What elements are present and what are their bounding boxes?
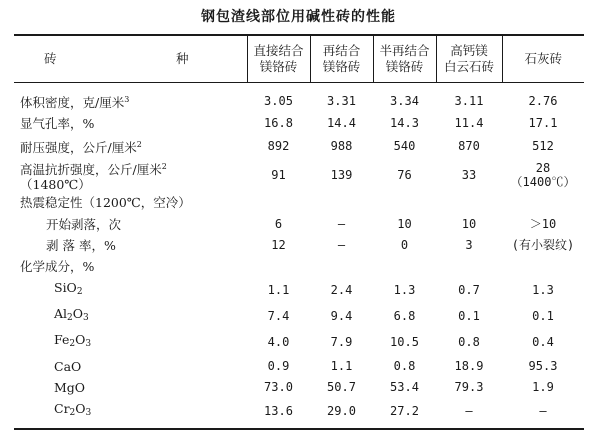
cell-value: 2.76 bbox=[528, 93, 558, 108]
header-col-2: 再结合 镁铬砖 bbox=[310, 35, 373, 83]
table-row bbox=[14, 235, 584, 256]
header-col-3: 半再结合 镁铬砖 bbox=[373, 35, 436, 83]
table-row bbox=[14, 329, 584, 355]
cell-value: 76 bbox=[397, 167, 412, 182]
row-label: CaO bbox=[54, 358, 82, 374]
cell-value bbox=[373, 256, 436, 277]
cell-value: 9.4 bbox=[330, 308, 353, 323]
table-row bbox=[14, 398, 584, 429]
table-body bbox=[14, 83, 584, 430]
cell-value: 0.8 bbox=[393, 358, 416, 373]
cell-value: 3.31 bbox=[327, 93, 356, 108]
table-row bbox=[14, 214, 584, 235]
cell-value bbox=[247, 192, 310, 213]
cell-value: 7.9 bbox=[330, 334, 353, 349]
table-row bbox=[14, 277, 584, 303]
cell-value: 0.9 bbox=[267, 358, 290, 373]
cell-value: 540 bbox=[393, 138, 416, 153]
row-label: $Cr_2O_3$ bbox=[14, 398, 247, 429]
cell-value: — bbox=[502, 398, 584, 429]
cell-value: 1.1 bbox=[330, 358, 353, 373]
row-label: $Al_2O_3$ bbox=[54, 306, 89, 324]
cell-value: 10 bbox=[461, 216, 477, 231]
cell-value: (有小裂纹) bbox=[511, 238, 575, 253]
cell-value: 11.4 bbox=[454, 116, 484, 131]
row-label: 开始剥落，次 bbox=[46, 216, 122, 232]
row-label: 耐压强度，公斤/厘米$^2$ bbox=[20, 140, 142, 156]
row-label: 体积密度，克/厘米$^3$ bbox=[20, 95, 130, 110]
cell-value: 10 bbox=[397, 216, 412, 231]
header-col-1: 直接结合 镁铬砖 bbox=[247, 35, 310, 83]
table-row bbox=[14, 134, 584, 158]
cell-value: 12 bbox=[271, 238, 286, 253]
row-label: 热震稳定性（1200℃，空冷） bbox=[20, 195, 191, 211]
cell-value: 1.9 bbox=[532, 379, 554, 394]
cell-value bbox=[436, 192, 502, 213]
cell-value: 0.1 bbox=[532, 308, 554, 323]
cell-value: ＞10 bbox=[529, 216, 557, 231]
table-row bbox=[14, 303, 584, 329]
cell-value bbox=[502, 192, 584, 213]
header-label-left: 砖 bbox=[44, 51, 59, 66]
header-label-cell bbox=[14, 35, 247, 83]
cell-value: 0.4 bbox=[532, 334, 554, 349]
cell-value: 33 bbox=[461, 167, 477, 182]
cell-value: 1.3 bbox=[393, 282, 416, 297]
cell-value: 6 bbox=[274, 216, 283, 231]
cell-value bbox=[310, 192, 373, 213]
cell-value: 18.9 bbox=[454, 358, 484, 373]
cell-value: 13.6 bbox=[247, 398, 310, 429]
cell-value: 27.2 bbox=[373, 398, 436, 429]
cell-value bbox=[436, 256, 502, 277]
cell-value: — bbox=[337, 238, 346, 253]
cell-value: 53.4 bbox=[390, 379, 419, 394]
cell-value bbox=[247, 256, 310, 277]
cell-value: 892 bbox=[267, 138, 290, 153]
cell-value: 7.4 bbox=[267, 308, 290, 323]
header-col-5: 石灰砖 bbox=[502, 35, 584, 83]
cell-value: 16.8 bbox=[264, 116, 293, 131]
row-label: 显气孔率，% bbox=[20, 116, 95, 132]
properties-table bbox=[14, 34, 584, 430]
cell-value: 17.1 bbox=[528, 116, 558, 131]
cell-value: 870 bbox=[458, 138, 480, 153]
table-row bbox=[14, 83, 584, 114]
cell-value: 2.4 bbox=[330, 282, 353, 297]
cell-value: 95.3 bbox=[528, 358, 558, 373]
cell-value: 91 bbox=[271, 167, 286, 182]
cell-value: 3 bbox=[465, 238, 473, 253]
cell-value: 14.3 bbox=[390, 116, 419, 131]
cell-value: 0.1 bbox=[458, 308, 480, 323]
cell-value: 73.0 bbox=[264, 379, 293, 394]
header-row bbox=[14, 35, 584, 83]
cell-value: 0 bbox=[400, 238, 409, 253]
cell-value: 139 bbox=[330, 167, 353, 182]
cell-value bbox=[310, 256, 373, 277]
row-label: $Fe_2O_3$ bbox=[54, 332, 92, 350]
cell-value: 988 bbox=[330, 138, 353, 153]
row-label: SiO$_2$ bbox=[54, 280, 83, 298]
cell-value: 3.34 bbox=[390, 93, 419, 108]
cell-value: 1.1 bbox=[267, 282, 290, 297]
cell-value: 0.8 bbox=[458, 334, 480, 349]
cell-value: 4.0 bbox=[267, 334, 290, 349]
header-label-right: 种 bbox=[175, 51, 191, 66]
row-label: MgO bbox=[54, 379, 86, 395]
table-row bbox=[14, 158, 584, 192]
cell-value: 50.7 bbox=[327, 379, 356, 394]
cell-value: 0.7 bbox=[458, 282, 480, 297]
cell-value: 79.3 bbox=[454, 379, 484, 394]
cell-value: 1.3 bbox=[532, 282, 554, 297]
cell-value: 10.5 bbox=[390, 334, 419, 349]
table-row bbox=[14, 113, 584, 134]
cell-value: 29.0 bbox=[310, 398, 373, 429]
cell-value: 3.05 bbox=[264, 93, 293, 108]
cell-value: 512 bbox=[532, 138, 554, 153]
cell-value bbox=[373, 192, 436, 213]
header-col-4: 高钙镁 白云石砖 bbox=[436, 35, 502, 83]
cell-value: 3.11 bbox=[454, 93, 484, 108]
cell-value: — bbox=[337, 216, 346, 231]
table-row bbox=[14, 355, 584, 376]
row-label: 化学成分，% bbox=[20, 259, 95, 275]
row-label: 剥 落 率，% bbox=[46, 238, 116, 254]
table-row bbox=[14, 192, 584, 213]
cell-value: 14.4 bbox=[327, 116, 356, 131]
cell-value: 28 （1400℃） bbox=[510, 161, 576, 190]
table-row bbox=[14, 377, 584, 398]
cell-value: 6.8 bbox=[393, 308, 416, 323]
cell-value bbox=[502, 256, 584, 277]
row-label: 高温抗折强度，公斤/厘米$^2$ （1480℃） bbox=[20, 161, 167, 192]
cell-value: — bbox=[436, 398, 502, 429]
table-row bbox=[14, 256, 584, 277]
table-title: 钢包渣线部位用碱性砖的性能 bbox=[201, 9, 396, 25]
